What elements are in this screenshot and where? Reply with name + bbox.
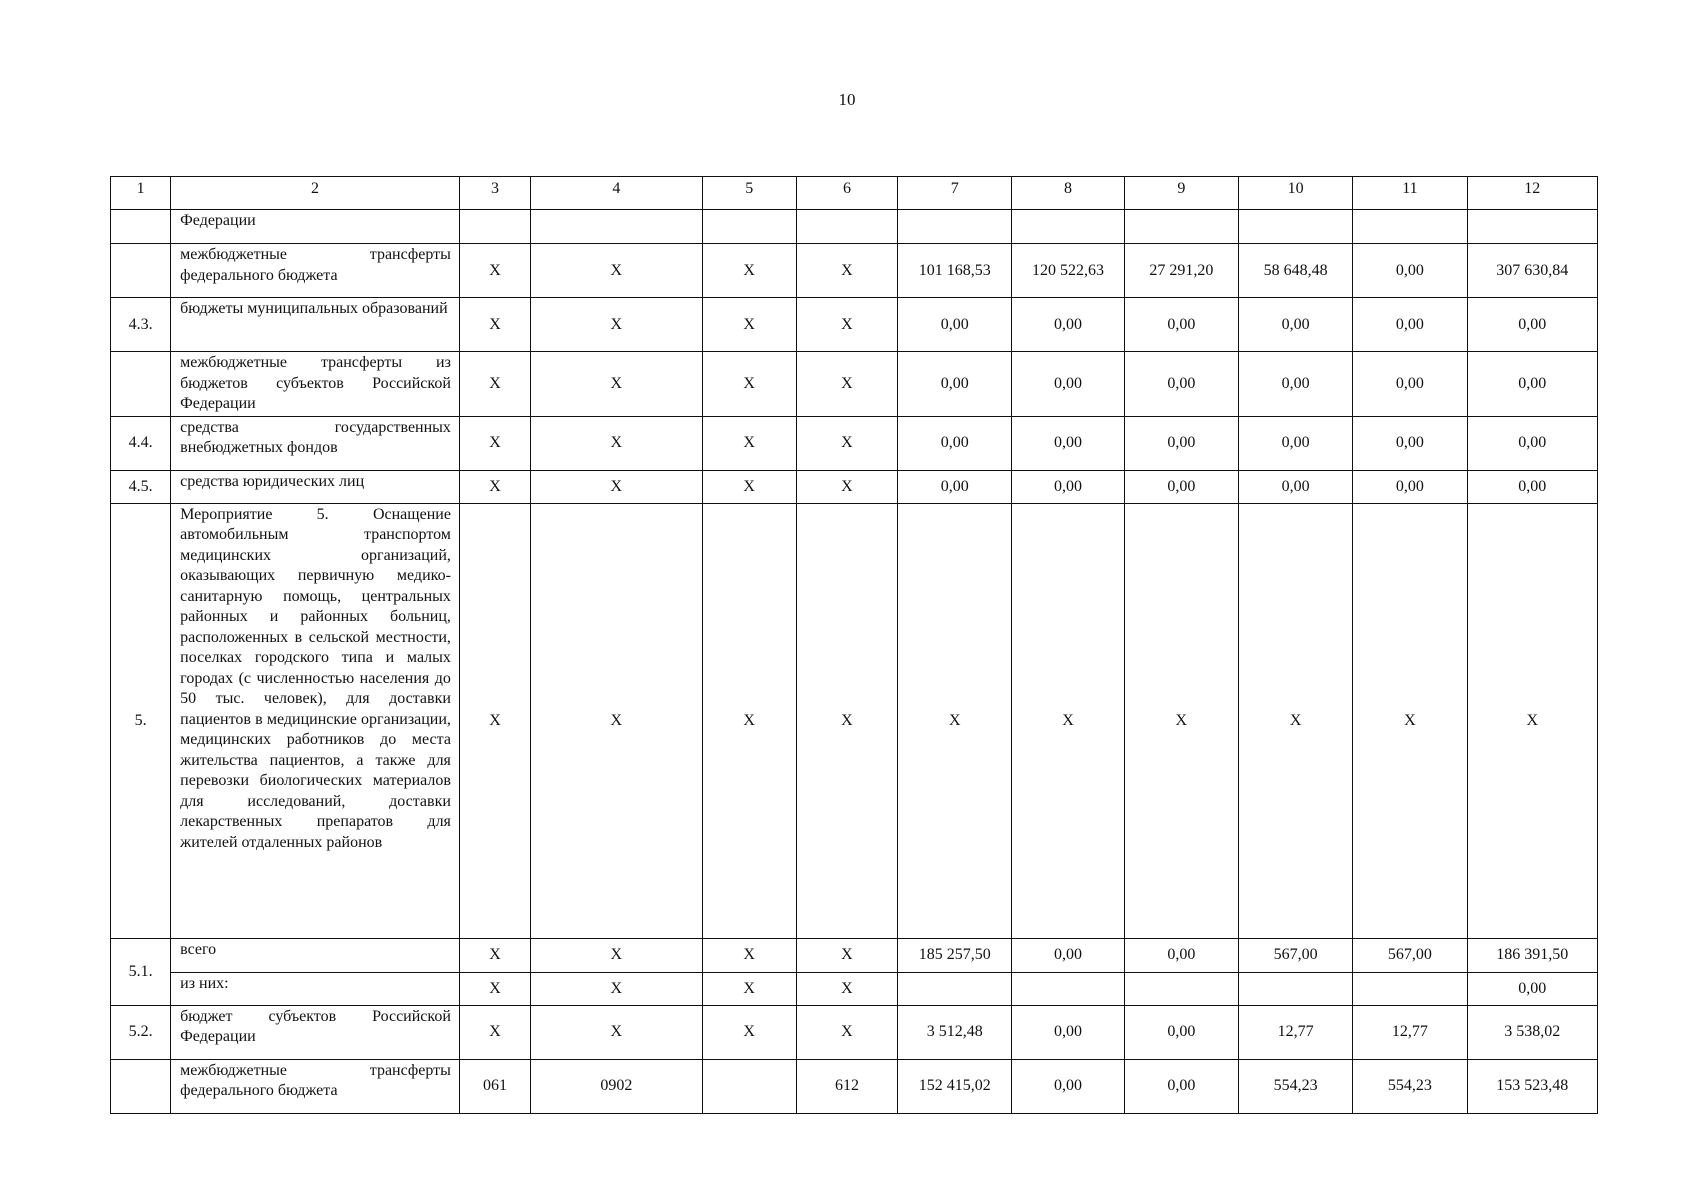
- cell: 120 522,63: [1012, 244, 1124, 298]
- cell: X: [702, 503, 796, 938]
- cell: X: [796, 244, 897, 298]
- page-number: 10: [838, 90, 856, 109]
- cell: [702, 1059, 796, 1113]
- row-name: средства юридических лиц: [171, 470, 460, 503]
- cell: 12,77: [1238, 1005, 1352, 1059]
- cell: X: [531, 298, 702, 352]
- table-row: [111, 244, 1598, 298]
- table-row: [111, 416, 1598, 470]
- row-name: Мероприятие 5. Оснащение автомобильным транспортом медицинских организаций, оказывающих первичную медико-санитарную помощь, центральных районных и районных больниц, расположенных в сельской местности, поселках городского типа и малых городах (с численностью населения до 50 тыс. человек), для доставки пациентов в медицинские организации, медицинских работников до места жительства пациентов, а также для перевозки биологических материалов для исследований, доставки лекарственных препаратов для жителей отдаленных районов: [171, 503, 460, 938]
- cell: 0,00: [1353, 352, 1467, 417]
- table-row: [111, 470, 1598, 503]
- cell: [1353, 972, 1467, 1005]
- cell: 0,00: [1353, 470, 1467, 503]
- cell: X: [531, 470, 702, 503]
- cell: 0,00: [1124, 1005, 1238, 1059]
- cell: [531, 210, 702, 244]
- header-cell: 4: [531, 177, 702, 210]
- cell: X: [702, 416, 796, 470]
- row-name: межбюджетные трансферты федерального бюджета: [171, 1059, 460, 1113]
- table-row: [111, 298, 1598, 352]
- cell: [1353, 210, 1467, 244]
- cell: 0,00: [1353, 298, 1467, 352]
- cell: X: [702, 470, 796, 503]
- cell: 567,00: [1353, 938, 1467, 972]
- cell: 0,00: [1012, 352, 1124, 417]
- cell: X: [459, 416, 530, 470]
- cell: [459, 210, 530, 244]
- header-cell: 7: [898, 177, 1012, 210]
- cell: X: [1353, 503, 1467, 938]
- cell: X: [702, 938, 796, 972]
- cell: X: [796, 972, 897, 1005]
- cell: X: [459, 298, 530, 352]
- cell: 0,00: [1467, 352, 1597, 417]
- cell: X: [1124, 503, 1238, 938]
- row-number: 5.1.: [111, 938, 171, 1005]
- header-row: [111, 177, 1598, 210]
- cell: X: [459, 972, 530, 1005]
- cell: [898, 210, 1012, 244]
- cell: 0,00: [1012, 416, 1124, 470]
- header-cell: 12: [1467, 177, 1597, 210]
- cell: X: [459, 470, 530, 503]
- cell: 0,00: [1238, 352, 1352, 417]
- cell: 0902: [531, 1059, 702, 1113]
- cell: 0,00: [1124, 1059, 1238, 1113]
- cell: X: [459, 352, 530, 417]
- cell: 0,00: [898, 416, 1012, 470]
- cell: X: [702, 352, 796, 417]
- header-cell: 6: [796, 177, 897, 210]
- cell: X: [459, 938, 530, 972]
- row-number: [111, 244, 171, 298]
- cell: 0,00: [1124, 416, 1238, 470]
- cell: 0,00: [1012, 298, 1124, 352]
- cell: X: [796, 298, 897, 352]
- cell: 152 415,02: [898, 1059, 1012, 1113]
- row-name: всего: [171, 938, 460, 972]
- cell: X: [796, 416, 897, 470]
- row-name: бюджеты муниципальных образований: [171, 298, 460, 352]
- cell: X: [531, 503, 702, 938]
- cell: X: [531, 1005, 702, 1059]
- row-number: [111, 210, 171, 244]
- cell: [1124, 210, 1238, 244]
- table-row: [111, 503, 1598, 938]
- cell: X: [702, 244, 796, 298]
- cell: [1238, 210, 1352, 244]
- cell: 3 538,02: [1467, 1005, 1597, 1059]
- cell: 061: [459, 1059, 530, 1113]
- cell: 0,00: [1238, 298, 1352, 352]
- table-row: [111, 972, 1598, 1005]
- cell: X: [702, 1005, 796, 1059]
- row-number: 4.3.: [111, 298, 171, 352]
- cell: X: [796, 470, 897, 503]
- row-number: 5.2.: [111, 1005, 171, 1059]
- cell: 0,00: [1467, 416, 1597, 470]
- cell: 0,00: [1124, 298, 1238, 352]
- cell: 27 291,20: [1124, 244, 1238, 298]
- cell: 186 391,50: [1467, 938, 1597, 972]
- cell: 101 168,53: [898, 244, 1012, 298]
- header-cell: 5: [702, 177, 796, 210]
- row-name: межбюджетные трансферты из бюджетов субъектов Российской Федерации: [171, 352, 460, 417]
- cell: X: [531, 972, 702, 1005]
- cell: 0,00: [1124, 470, 1238, 503]
- row-number: 4.5.: [111, 470, 171, 503]
- cell: X: [531, 352, 702, 417]
- row-name: бюджет субъектов Российской Федерации: [171, 1005, 460, 1059]
- cell: 0,00: [1467, 298, 1597, 352]
- cell: [1012, 972, 1124, 1005]
- cell: 0,00: [1012, 470, 1124, 503]
- cell: 554,23: [1238, 1059, 1352, 1113]
- cell: 185 257,50: [898, 938, 1012, 972]
- cell: X: [796, 1005, 897, 1059]
- cell: [1012, 210, 1124, 244]
- table-row: [111, 1059, 1598, 1113]
- row-name: из них:: [171, 972, 460, 1005]
- cell: X: [796, 503, 897, 938]
- cell: X: [531, 416, 702, 470]
- cell: 58 648,48: [1238, 244, 1352, 298]
- cell: 0,00: [1124, 352, 1238, 417]
- header-cell: 11: [1353, 177, 1467, 210]
- header-cell: 9: [1124, 177, 1238, 210]
- cell: X: [459, 244, 530, 298]
- cell: 0,00: [1238, 416, 1352, 470]
- cell: X: [898, 503, 1012, 938]
- cell: [898, 972, 1012, 1005]
- cell: X: [702, 972, 796, 1005]
- row-number: [111, 1059, 171, 1113]
- cell: 0,00: [1353, 244, 1467, 298]
- row-name: межбюджетные трансферты федерального бюджета: [171, 244, 460, 298]
- header-cell: 1: [111, 177, 171, 210]
- cell: 0,00: [898, 352, 1012, 417]
- header-cell: 8: [1012, 177, 1124, 210]
- table-row: [111, 938, 1598, 972]
- cell: 0,00: [1124, 938, 1238, 972]
- cell: X: [702, 298, 796, 352]
- cell: X: [459, 1005, 530, 1059]
- cell: X: [531, 938, 702, 972]
- cell: X: [796, 938, 897, 972]
- cell: X: [531, 244, 702, 298]
- cell: [1124, 972, 1238, 1005]
- cell: 3 512,48: [898, 1005, 1012, 1059]
- table-row: [111, 210, 1598, 244]
- header-cell: 2: [171, 177, 460, 210]
- cell: [702, 210, 796, 244]
- cell: X: [459, 503, 530, 938]
- cell: 0,00: [1238, 470, 1352, 503]
- cell: 0,00: [1353, 416, 1467, 470]
- cell: 0,00: [1467, 972, 1597, 1005]
- cell: 567,00: [1238, 938, 1352, 972]
- row-name: Федерации: [171, 210, 460, 244]
- row-number: 5.: [111, 503, 171, 938]
- cell: 0,00: [1012, 1005, 1124, 1059]
- table-row: [111, 1005, 1598, 1059]
- cell: 0,00: [1012, 938, 1124, 972]
- cell: [1238, 972, 1352, 1005]
- cell: 307 630,84: [1467, 244, 1597, 298]
- header-cell: 3: [459, 177, 530, 210]
- cell: 12,77: [1353, 1005, 1467, 1059]
- row-number: [111, 352, 171, 417]
- cell: X: [1467, 503, 1597, 938]
- row-name: средства государственных внебюджетных фондов: [171, 416, 460, 470]
- cell: 0,00: [898, 298, 1012, 352]
- cell: 0,00: [898, 470, 1012, 503]
- cell: [1467, 210, 1597, 244]
- cell: X: [1238, 503, 1352, 938]
- cell: X: [796, 352, 897, 417]
- row-number: 4.4.: [111, 416, 171, 470]
- cell: 612: [796, 1059, 897, 1113]
- cell: 554,23: [1353, 1059, 1467, 1113]
- cell: 153 523,48: [1467, 1059, 1597, 1113]
- table-row: [111, 352, 1598, 417]
- budget-table: [110, 176, 1598, 1114]
- cell: 0,00: [1467, 470, 1597, 503]
- cell: [796, 210, 897, 244]
- cell: X: [1012, 503, 1124, 938]
- cell: 0,00: [1012, 1059, 1124, 1113]
- header-cell: 10: [1238, 177, 1352, 210]
